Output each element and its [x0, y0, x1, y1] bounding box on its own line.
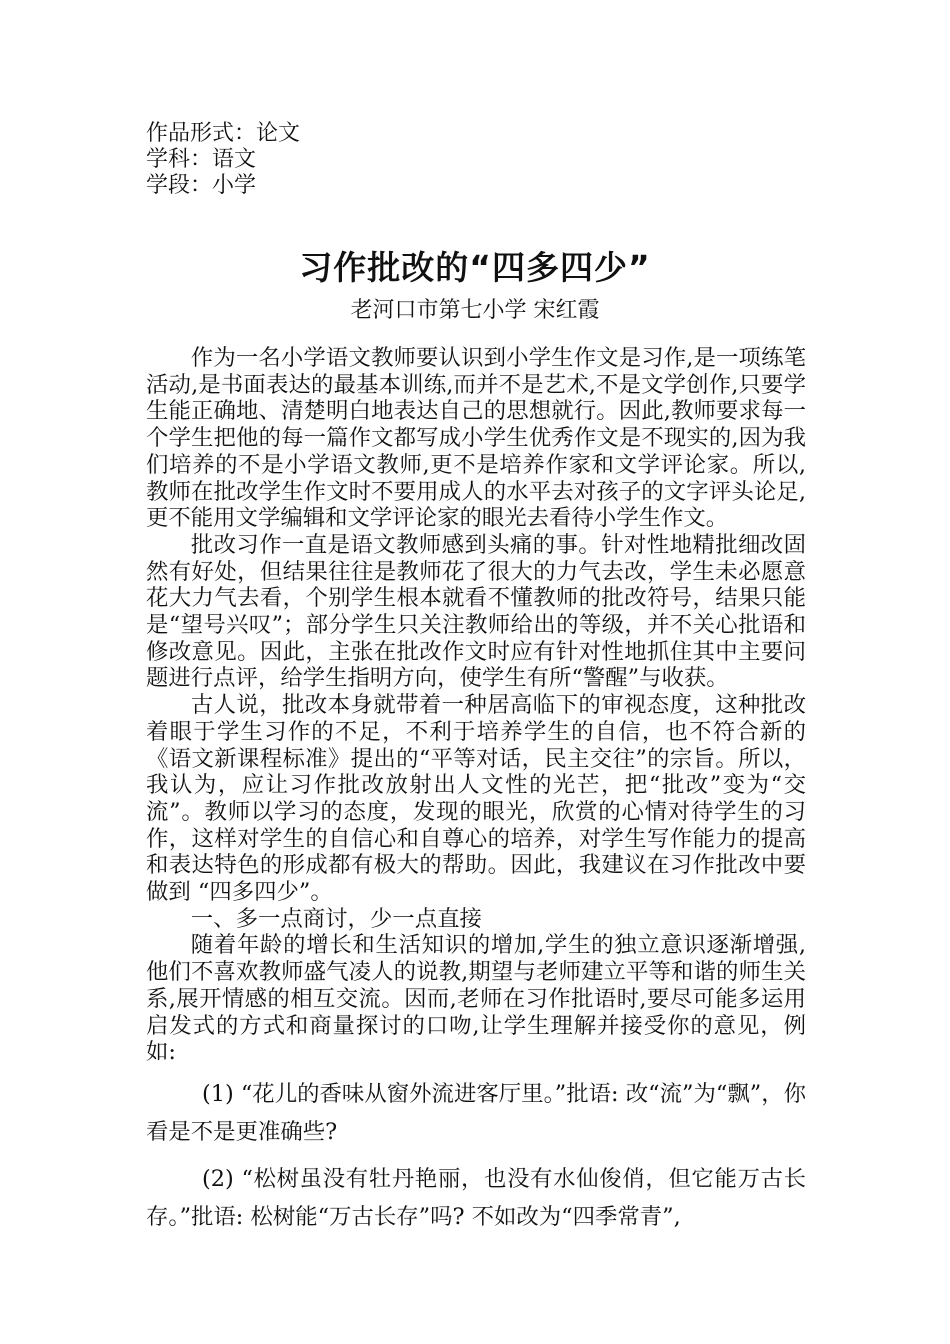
document-body	[146, 345, 806, 1236]
example-item: (1) “花儿的香味从窗外流进客厅里。”批语: 改“流”为“飘”，你看是不是更准确些?	[146, 1080, 806, 1145]
example-item: (2) “松树虽没有牡丹艳丽，也没有水仙俊俏，但它能万古长存。”批语: 松树能“万古长存”吗? 不如改为“四季常青”,	[146, 1165, 806, 1230]
stage-label: 学段：小学	[146, 173, 257, 198]
author-line: 老河口市第七小学 宋红霞	[350, 298, 600, 323]
paragraph: 随着年龄的增长和生活知识的增加,学生的独立意识逐渐增强,他们不喜欢教师盛气凌人的说教,期望与老师建立平等和谐的师生关系,展开情感的相互交流。因而,老师在习作批语时,要尽可能多运用启发式的方式和商量探讨的口吻,让学生理解并接受你的意见，例如:	[146, 932, 806, 1066]
paragraph: 批改习作一直是语文教师感到头痛的事。针对性地精批细改固然有好处，但结果往往是教师花了很大的力气去改，学生未必愿意花大力气去看，个别学生根本就看不懂教师的批改符号，结果只能是“望号兴叹”；部分学生只关注教师给出的等级，并不关心批语和修改意见。因此，主张在批改作文时应有针对性地抓住其中主要问题进行点评，给学生指明方向，使学生有所“警醒”与收获。	[146, 531, 806, 692]
metadata-block	[146, 121, 300, 199]
section-heading: 一、多一点商讨，少一点直接	[190, 905, 482, 932]
paragraph: 古人说，批改本身就带着一种居高临下的审视态度，这种批改着眼于学生习作的不足，不利于培养学生的自信，也不符合新的《语文新课程标准》提出的“平等对话，民主交往”的宗旨。所以，我认为，应让习作批改放射出人文性的光芒，把“批改”变为“交流”。教师以学习的态度，发现的眼光，欣赏的心情对待学生的习作，这样对学生的自信心和自尊心的培养，对学生写作能力的提高和表达特色的形成都有极大的帮助。因此，我建议在习作批改中要做到 “四多四少”。	[146, 692, 806, 906]
document-title: 习作批改的“四多四少”	[299, 248, 651, 287]
subject-label: 学科：语文	[146, 147, 257, 172]
paragraph: 作为一名小学语文教师要认识到小学生作文是习作,是一项练笔活动,是书面表达的最基本训练,而并不是艺术,不是文学创作,只要学生能正确地、清楚明白地表达自己的思想就行。因此,教师要求每一个学生把他的每一篇作文都写成小学生优秀作文是不现实的,因为我们培养的不是小学语文教师,更不是培养作家和文学评论家。所以,教师在批改学生作文时不要用成人的水平去对孩子的文字评头论足,更不能用文学编辑和文学评论家的眼光去看待小学生作文。	[146, 345, 806, 532]
work-form-label: 作品形式：论文	[146, 121, 301, 146]
